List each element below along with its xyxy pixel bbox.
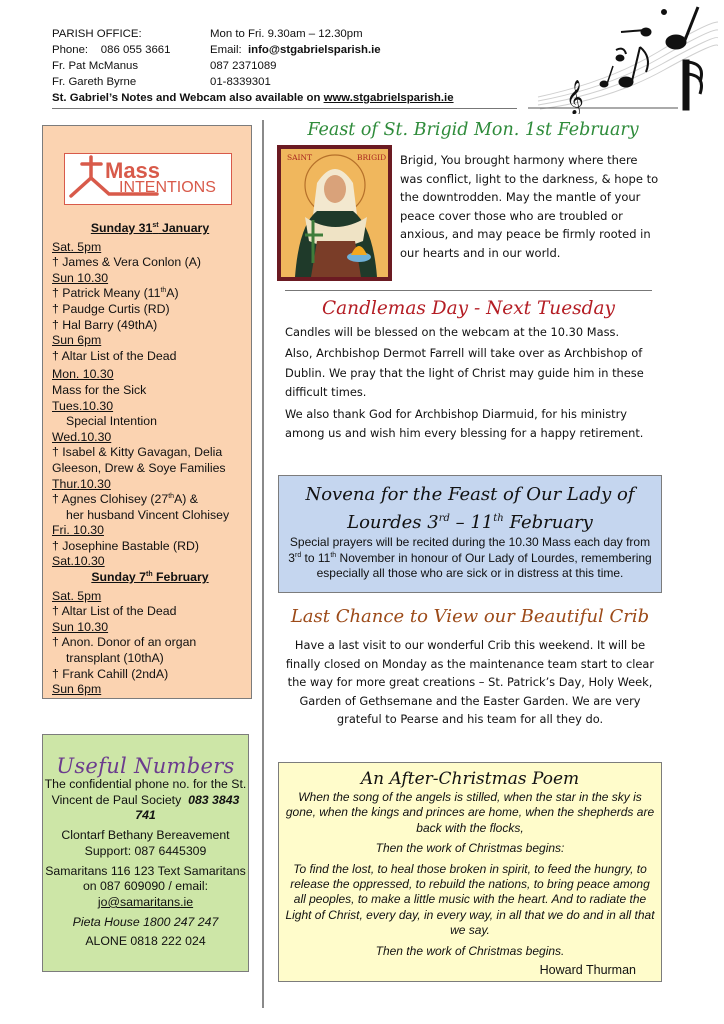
office-label: PARISH OFFICE: xyxy=(52,28,142,40)
intention: † James & Vera Conlon (A) xyxy=(52,255,201,270)
novena-box xyxy=(278,475,662,593)
alone-info: ALONE 0818 222 024 xyxy=(85,934,206,949)
phone-label: Phone: xyxy=(52,44,89,56)
svg-text:𝄞: 𝄞 xyxy=(566,80,584,114)
logo-mass-text: Mass xyxy=(105,158,161,183)
intention: † Josephine Bastable (RD) xyxy=(52,538,199,553)
bethany-info: Clontarf Bethany Bereavement Support: 087 6445309 xyxy=(61,828,230,858)
intention: † Patrick Meany (11thA) xyxy=(52,286,179,301)
mass-time: Wed.10.30 xyxy=(52,429,112,444)
crib-title: Last Chance to View our Beautiful Crib xyxy=(290,606,650,627)
sunday-heading-1: Sunday 31st January xyxy=(90,221,210,235)
poem-title: An After-Christmas Poem xyxy=(360,769,580,789)
poem-box xyxy=(278,762,662,982)
priest1-phone: 087 2371089 xyxy=(210,60,277,72)
intention: Mass for the Sick xyxy=(52,382,147,397)
brigid-title: Feast of St. Brigid Mon. 1st February xyxy=(307,120,639,140)
samaritans-info: Samaritans 116 123 Text Samaritans on 087 609090 / email: jo@samaritans.ie xyxy=(45,863,246,909)
poem-author: Howard Thurman xyxy=(539,963,636,978)
mass-time: Sun 6pm xyxy=(52,333,102,348)
mass-time: Sat.10.30 xyxy=(52,554,105,569)
section-divider xyxy=(285,290,652,291)
candlemas-title: Candlemas Day - Next Tuesday xyxy=(322,298,615,319)
poem-refrain: Then the work of Christmas begins. xyxy=(375,943,565,958)
candlemas-paragraph: Also, Archbishop Dermot Farrell will take over as Archbishop of Dublin. We pray that the light of Christ may guide him in these difficult times. xyxy=(285,346,644,400)
music-notes-icon xyxy=(528,2,718,114)
mass-intentions-list xyxy=(52,221,248,698)
column-divider xyxy=(262,120,264,1008)
mass-time: Mon. 10.30 xyxy=(52,367,114,382)
parish-office-header xyxy=(52,26,454,106)
mass-time: Sun 10.30 xyxy=(52,270,109,285)
intention: † Frank Cahill (2ndA) xyxy=(52,666,169,681)
logo-intentions-text: INTENTIONS xyxy=(119,179,216,196)
priest2-name: Fr. Gareth Byrne xyxy=(52,76,137,88)
website-link[interactable]: www.stgabrielsparish.ie xyxy=(323,92,454,104)
mass-time: Sat. 5pm xyxy=(52,239,102,254)
poem-stanza: To find the lost, to heal those broken in spirit, to feed the hungry, to release the oppressed, to rebuild the nations, to bring peace among all peoples, to make a little music with the heart. And to radiate the Light of Christ, every day, in every way, in all that we do and in all that we say. xyxy=(285,861,655,938)
icon-saint-label: SAINT xyxy=(287,153,313,162)
mass-intentions-box xyxy=(42,125,252,699)
intention: † Paudge Curtis (RD) xyxy=(52,301,170,316)
phone-number: 086 055 3661 xyxy=(100,44,171,56)
mass-time: Sat. 5pm xyxy=(52,588,102,603)
candlemas-paragraph: We also thank God for Archbishop Diarmuid, for his ministry among us and wish him every blessing for a happy retirement. xyxy=(285,406,644,441)
candlemas-body xyxy=(285,323,655,445)
priest2-phone: 01-8339301 xyxy=(210,76,271,88)
priest1-name: Fr. Pat McManus xyxy=(52,60,139,72)
svp-phone: 083 3843 741 xyxy=(135,792,240,823)
poem-refrain: Then the work of Christmas begins: xyxy=(375,841,565,856)
icon-brigid-label: BRIGID xyxy=(357,153,387,162)
sunday-heading-2: Sunday 7th February xyxy=(91,570,209,585)
header-divider xyxy=(52,108,517,109)
intention: Special Intention xyxy=(66,414,157,429)
email-label: Email: xyxy=(210,44,242,56)
intention: † Altar List of the Dead xyxy=(52,604,177,619)
intention: † Isabel & Kitty Gavagan, Delia Gleeson, Drew & Soye Families xyxy=(52,445,226,475)
mass-time: Thur.10.30 xyxy=(52,476,111,491)
intention: her husband Vincent Clohisey xyxy=(66,507,230,522)
poem-stanza: When the song of the angels is stilled, when the star in the sky is gone, when the kings and princes are home, when the shepherds are back with the flocks, xyxy=(285,790,655,835)
brigid-prayer: Brigid, You brought harmony where there was conflict, light to the darkness, & hope to the downtrodden. May the mantle of your peace cover those who are troubled or anxious, and may peace be firmly rooted in our hearts and in our world. xyxy=(400,153,659,260)
mass-time: Sun 10.30 xyxy=(52,619,109,634)
intention: † Agnes Clohisey (27thA) & xyxy=(52,492,198,507)
novena-body: Special prayers will be recited during the 10.30 Mass each day from 3rd to 11th November in honour of Our Lady of Lourdes, remembering especially all those who are sick or in distress at this time. xyxy=(288,535,652,581)
mass-time: Fri. 10.30 xyxy=(52,523,104,538)
candlemas-paragraph: Candles will be blessed on the webcam at the 10.30 Mass. xyxy=(285,325,620,339)
crib-body: Have a last visit to our wonderful Crib this weekend. It will be finally closed on Monday as the maintenance team start to clear the way for more great creations – St. Patrick’s Day, Holy Week, Garden of Gethsemane and the Easter Garden. We are very grateful to Pearse and his team for all they do. xyxy=(285,638,655,726)
novena-title: Novena for the Feast of Our Lady of Lourdes 3rd – 11th February xyxy=(305,484,635,533)
intention: † Hal Barry (49thA) xyxy=(52,317,158,332)
intention: † Anon. Donor of an organ xyxy=(52,635,197,650)
mass-time: Sun 6pm xyxy=(52,682,102,697)
mass-time: Tues.10.30 xyxy=(52,398,114,413)
svp-info: The confidential phone no. for the St. Vincent de Paul Society 083 3843 741 xyxy=(44,777,247,823)
mass-intentions-logo xyxy=(64,153,232,205)
useful-numbers-title: Useful Numbers xyxy=(56,754,235,778)
office-hours: Mon to Fri. 9.30am – 12.30pm xyxy=(210,28,363,40)
intention: transplant (10thA) xyxy=(66,651,164,666)
intention: † Altar List of the Dead xyxy=(52,348,177,363)
saint-brigid-icon-image xyxy=(277,145,392,281)
church-cross-icon xyxy=(65,154,230,203)
email-link[interactable]: info@stgabrielsparish.ie xyxy=(248,44,381,56)
useful-numbers-box xyxy=(42,734,249,972)
samaritans-email-link[interactable]: jo@samaritans.ie xyxy=(97,894,194,909)
webcam-text: St. Gabriel’s Notes and Webcam also available on xyxy=(52,92,321,104)
pieta-info: Pieta House 1800 247 247 xyxy=(72,914,219,929)
